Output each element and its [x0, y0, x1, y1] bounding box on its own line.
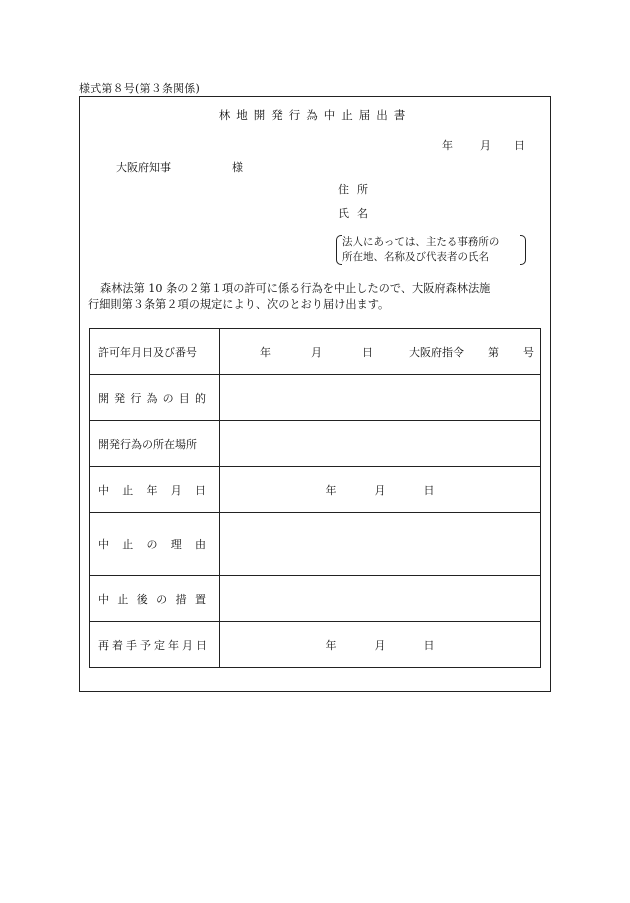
form-number: 様式第８号(第３条関係)	[79, 82, 200, 95]
address-label-char-1: 住	[338, 183, 349, 196]
suspension-date-label-char: 中	[98, 483, 109, 497]
suspension-year-label: 年	[325, 483, 337, 497]
suspension-date-label-char: 月	[170, 483, 182, 497]
permit-label: 許可年月日及び番号	[90, 329, 220, 375]
restart-date-value	[220, 637, 540, 653]
permit-value	[220, 344, 540, 360]
permit-month-label: 月	[311, 345, 322, 359]
restart-date-value-cell[interactable]	[220, 622, 541, 668]
permit-year-label: 年	[260, 345, 271, 359]
table-row-permit	[90, 329, 541, 375]
addressee-honorific: 様	[232, 161, 243, 174]
form-frame	[79, 96, 551, 692]
notice-body	[80, 281, 552, 313]
suspension-day-label: 日	[423, 483, 435, 497]
corporation-note-line-2: 所在地、名称及び代表者の氏名	[342, 251, 489, 263]
suspension-date-value-cell[interactable]	[220, 467, 541, 513]
reason-label-char: 理	[170, 538, 182, 551]
measures-label-char: 止	[117, 592, 129, 606]
measures-value-cell[interactable]	[220, 576, 541, 622]
reason-label-char: 中	[98, 538, 109, 551]
suspension-date-label-char: 止	[122, 483, 134, 497]
suspension-month-label: 月	[374, 483, 386, 497]
restart-day-label: 日	[423, 638, 435, 652]
reason-label-char: の	[146, 538, 158, 551]
purpose-label-char: 為	[146, 391, 158, 405]
measures-label-char: の	[156, 592, 168, 606]
name-label	[338, 205, 368, 221]
measures-label-char: 置	[194, 592, 206, 606]
location-value-cell[interactable]	[220, 421, 541, 467]
purpose-label-char: 的	[194, 391, 206, 405]
location-label: 開発行為の所在場所	[90, 421, 220, 467]
table-row-suspension-date	[90, 467, 541, 513]
address-label	[338, 181, 368, 197]
purpose-label-char: 目	[178, 391, 190, 405]
corporation-note	[336, 235, 526, 265]
notice-body-line-1: 森林法第 10 条の２第１項の許可に係る行為を中止したので、大阪府森林法施	[100, 282, 491, 295]
details-table	[89, 328, 541, 668]
suspension-date-value	[220, 482, 540, 498]
purpose-label-char: 開	[98, 391, 109, 405]
measures-label	[90, 576, 220, 622]
notice-body-line-2: 行細則第３条第２項の規定により、次のとおり届け出ます。	[88, 298, 390, 311]
restart-date-label: 再着手予定年月日	[90, 622, 220, 668]
table-row-restart-date	[90, 622, 541, 668]
addressee: 大阪府知事	[116, 161, 171, 174]
table-row-reason	[90, 513, 541, 576]
permit-issuer: 大阪府指令	[409, 345, 464, 359]
suspension-date-label	[90, 467, 220, 513]
purpose-label-char: 発	[114, 391, 126, 405]
suspension-date-label-char: 年	[146, 483, 158, 497]
name-label-char-1: 氏	[338, 207, 349, 220]
table-row-measures	[90, 576, 541, 622]
reason-value-cell[interactable]	[220, 513, 541, 576]
permit-day-label: 日	[362, 345, 373, 359]
purpose-label	[90, 375, 220, 421]
date-year-label: 年	[442, 139, 453, 152]
permit-number-suffix: 号	[523, 345, 534, 359]
form-title: 林地開発行為中止届出書	[218, 108, 412, 122]
purpose-label-char: 行	[130, 391, 142, 405]
purpose-label-char: の	[162, 391, 174, 405]
permit-value-cell[interactable]	[220, 329, 541, 375]
measures-label-char: 措	[175, 592, 187, 606]
reason-label-char: 由	[195, 538, 206, 551]
suspension-date-label-char: 日	[195, 483, 206, 497]
name-label-char-2: 名	[357, 207, 368, 220]
measures-label-char: 中	[98, 592, 109, 606]
table-row-location	[90, 421, 541, 467]
restart-year-label: 年	[325, 638, 337, 652]
restart-month-label: 月	[374, 638, 386, 652]
measures-label-char: 後	[136, 592, 148, 606]
table-row-purpose	[90, 375, 541, 421]
purpose-value-cell[interactable]	[220, 375, 541, 421]
date-month-label: 月	[480, 139, 491, 152]
reason-label	[90, 513, 220, 576]
reason-label-char: 止	[122, 538, 134, 551]
permit-number-prefix: 第	[488, 345, 499, 359]
corporation-note-line-1: 法人にあっては、主たる事務所の	[342, 236, 500, 248]
date-day-label: 日	[514, 139, 525, 152]
address-label-char-2: 所	[357, 183, 368, 196]
